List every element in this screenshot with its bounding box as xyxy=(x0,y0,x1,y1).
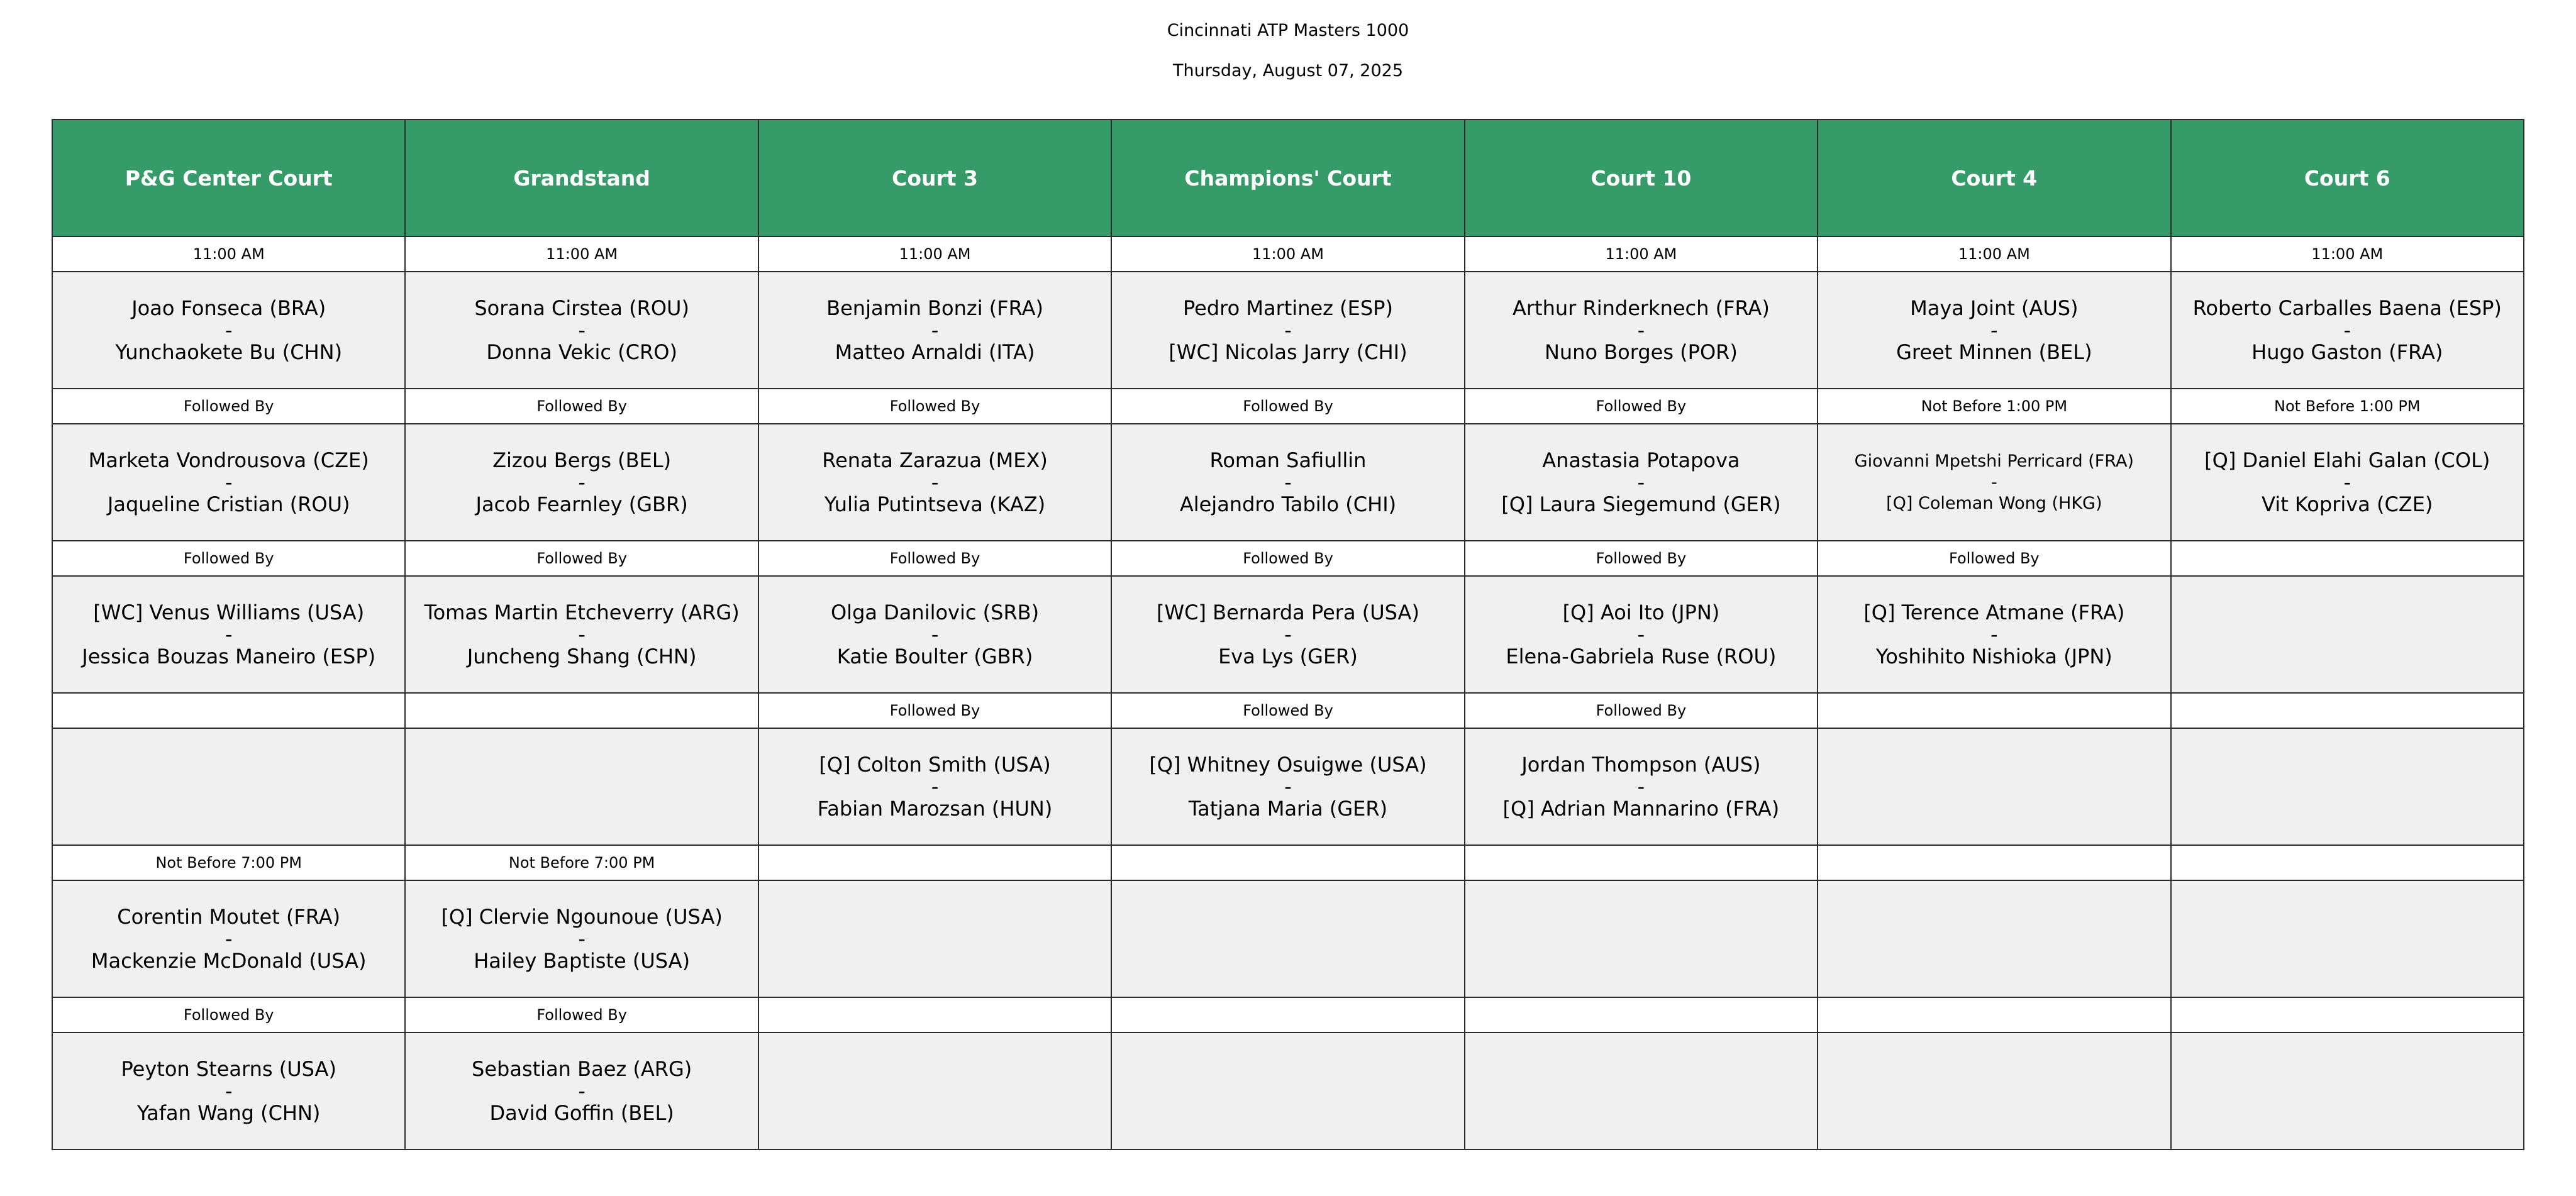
match-cell xyxy=(1111,424,1464,541)
versus-separator: - xyxy=(225,318,233,342)
match-cell xyxy=(52,576,405,693)
versus-separator: - xyxy=(1284,622,1292,646)
versus-separator: - xyxy=(578,1078,586,1103)
player-two: [Q] Coleman Wong (HKG) xyxy=(1886,493,2102,513)
player-two: Juncheng Shang (CHN) xyxy=(467,644,697,668)
versus-separator: - xyxy=(1637,774,1645,799)
match-cell xyxy=(758,424,1111,541)
match-cell xyxy=(758,1033,1111,1149)
match-cell xyxy=(405,728,758,845)
start-time-cell: Followed By xyxy=(758,541,1111,576)
player-one: Maya Joint (AUS) xyxy=(1910,296,2079,320)
start-time-cell xyxy=(758,845,1111,880)
match-cell xyxy=(1465,576,1818,693)
versus-separator: - xyxy=(931,622,939,646)
match-cell xyxy=(52,1033,405,1149)
start-time-cell: Followed By xyxy=(1111,693,1464,728)
player-two: Mackenzie McDonald (USA) xyxy=(91,948,367,973)
player-two: Donna Vekic (CRO) xyxy=(486,340,677,364)
court-header-6: Court 4 xyxy=(1818,119,2170,236)
versus-separator: - xyxy=(931,470,939,494)
court-header-1: P&G Center Court xyxy=(52,119,405,236)
start-time-cell: 11:00 AM xyxy=(1465,236,1818,272)
start-time-cell xyxy=(1818,693,2170,728)
versus-separator: - xyxy=(1637,470,1645,494)
start-time-cell xyxy=(2171,541,2524,576)
player-two: Yulia Putintseva (KAZ) xyxy=(824,492,1046,516)
versus-separator: - xyxy=(578,470,586,494)
player-one: [Q] Daniel Elahi Galan (COL) xyxy=(2204,448,2490,472)
versus-separator: - xyxy=(1990,472,1997,492)
start-time-cell xyxy=(758,997,1111,1033)
versus-separator: - xyxy=(1637,318,1645,342)
player-one: Arthur Rinderknech (FRA) xyxy=(1513,296,1770,320)
player-one: [Q] Whitney Osuigwe (USA) xyxy=(1149,752,1427,777)
player-two: Katie Boulter (GBR) xyxy=(836,644,1033,668)
player-two: [WC] Nicolas Jarry (CHI) xyxy=(1169,340,1407,364)
match-row xyxy=(52,1033,2524,1149)
start-time-cell: 11:00 AM xyxy=(758,236,1111,272)
match-cell xyxy=(1818,576,2170,693)
time-row xyxy=(52,541,2524,576)
start-time-cell xyxy=(1818,845,2170,880)
match-cell xyxy=(405,880,758,997)
start-time-cell: Not Before 7:00 PM xyxy=(52,845,405,880)
match-cell xyxy=(2171,576,2524,693)
player-two: Greet Minnen (BEL) xyxy=(1896,340,2092,364)
versus-separator: - xyxy=(931,774,939,799)
player-one: [WC] Venus Williams (USA) xyxy=(93,600,365,624)
match-cell xyxy=(1111,272,1464,389)
versus-separator: - xyxy=(1284,774,1292,799)
player-two: Jessica Bouzas Maneiro (ESP) xyxy=(82,644,376,668)
player-one: [Q] Aoi Ito (JPN) xyxy=(1562,600,1720,624)
court-header-row xyxy=(52,119,2524,236)
page-title: Cincinnati ATP Masters 1000 xyxy=(1167,21,1409,40)
match-cell xyxy=(2171,272,2524,389)
versus-separator: - xyxy=(2343,318,2351,342)
player-one: Corentin Moutet (FRA) xyxy=(117,904,341,929)
start-time-cell xyxy=(52,693,405,728)
versus-separator: - xyxy=(1284,470,1292,494)
versus-separator: - xyxy=(578,926,586,951)
start-time-cell: 11:00 AM xyxy=(52,236,405,272)
start-time-cell xyxy=(1465,845,1818,880)
player-one: Jordan Thompson (AUS) xyxy=(1521,752,1761,777)
start-time-cell: Not Before 1:00 PM xyxy=(1818,389,2170,424)
player-one: Roberto Carballes Baena (ESP) xyxy=(2192,296,2502,320)
match-cell xyxy=(1818,880,2170,997)
player-two: Hailey Baptiste (USA) xyxy=(474,948,691,973)
time-row xyxy=(52,389,2524,424)
start-time-cell xyxy=(1465,997,1818,1033)
start-time-cell xyxy=(405,693,758,728)
player-one: Sebastian Baez (ARG) xyxy=(472,1056,692,1081)
versus-separator: - xyxy=(1284,318,1292,342)
match-cell xyxy=(1465,880,1818,997)
match-cell xyxy=(1111,576,1464,693)
player-two: Fabian Marozsan (HUN) xyxy=(817,796,1053,821)
start-time-cell: Followed By xyxy=(405,389,758,424)
player-one: [Q] Colton Smith (USA) xyxy=(819,752,1051,777)
match-cell xyxy=(2171,424,2524,541)
start-time-cell: Followed By xyxy=(1465,693,1818,728)
start-time-cell: Not Before 7:00 PM xyxy=(405,845,758,880)
start-time-cell: Followed By xyxy=(1818,541,2170,576)
court-header-7: Court 6 xyxy=(2171,119,2524,236)
start-time-cell: Followed By xyxy=(1465,541,1818,576)
player-one: Giovanni Mpetshi Perricard (FRA) xyxy=(1854,451,2134,471)
match-cell xyxy=(405,1033,758,1149)
player-one: Tomas Martin Etcheverry (ARG) xyxy=(424,600,740,624)
match-cell xyxy=(1465,1033,1818,1149)
versus-separator: - xyxy=(578,318,586,342)
match-cell xyxy=(758,272,1111,389)
player-two: Alejandro Tabilo (CHI) xyxy=(1179,492,1397,516)
match-cell xyxy=(405,272,758,389)
match-cell xyxy=(1465,272,1818,389)
player-one: Peyton Stearns (USA) xyxy=(121,1056,336,1081)
match-cell xyxy=(1818,272,2170,389)
match-cell xyxy=(2171,880,2524,997)
start-time-cell: 11:00 AM xyxy=(2171,236,2524,272)
start-time-cell xyxy=(1111,845,1464,880)
match-cell xyxy=(1111,1033,1464,1149)
schedule-body xyxy=(52,236,2524,1149)
match-row xyxy=(52,728,2524,845)
player-two: Hugo Gaston (FRA) xyxy=(2251,340,2443,364)
versus-separator: - xyxy=(1990,318,1998,342)
match-cell xyxy=(2171,1033,2524,1149)
player-two: Nuno Borges (POR) xyxy=(1544,340,1738,364)
player-one: Zizou Bergs (BEL) xyxy=(492,448,672,472)
schedule-date: Thursday, August 07, 2025 xyxy=(1172,61,1404,80)
player-two: [Q] Laura Siegemund (GER) xyxy=(1501,492,1781,516)
match-row xyxy=(52,576,2524,693)
match-cell xyxy=(52,424,405,541)
start-time-cell: Followed By xyxy=(1111,389,1464,424)
match-row xyxy=(52,880,2524,997)
player-two: Matteo Arnaldi (ITA) xyxy=(835,340,1035,364)
match-cell xyxy=(1465,728,1818,845)
start-time-cell: Followed By xyxy=(758,389,1111,424)
start-time-cell: Followed By xyxy=(52,997,405,1033)
match-cell xyxy=(52,728,405,845)
versus-separator: - xyxy=(225,926,233,951)
match-cell xyxy=(758,728,1111,845)
start-time-cell xyxy=(2171,845,2524,880)
court-header-5: Court 10 xyxy=(1465,119,1818,236)
player-one: Anastasia Potapova xyxy=(1542,448,1740,472)
match-cell xyxy=(758,576,1111,693)
versus-separator: - xyxy=(225,1078,233,1103)
versus-separator: - xyxy=(931,318,939,342)
court-header-3: Court 3 xyxy=(758,119,1111,236)
court-header-2: Grandstand xyxy=(405,119,758,236)
versus-separator: - xyxy=(225,470,233,494)
start-time-cell: Not Before 1:00 PM xyxy=(2171,389,2524,424)
player-two: Yunchaokete Bu (CHN) xyxy=(115,340,343,364)
time-row xyxy=(52,845,2524,880)
match-cell xyxy=(1111,880,1464,997)
time-row xyxy=(52,693,2524,728)
player-two: Tatjana Maria (GER) xyxy=(1188,796,1388,821)
player-one: [Q] Terence Atmane (FRA) xyxy=(1863,600,2125,624)
start-time-cell xyxy=(2171,997,2524,1033)
player-two: Yafan Wang (CHN) xyxy=(137,1100,321,1125)
versus-separator: - xyxy=(1990,622,1998,646)
versus-separator: - xyxy=(225,622,233,646)
player-two: Vit Kopriva (CZE) xyxy=(2262,492,2433,516)
player-one: [Q] Clervie Ngounoue (USA) xyxy=(441,904,723,929)
match-cell xyxy=(758,880,1111,997)
player-one: Olga Danilovic (SRB) xyxy=(830,600,1040,624)
start-time-cell: Followed By xyxy=(405,997,758,1033)
player-one: Pedro Martinez (ESP) xyxy=(1183,296,1393,320)
match-cell xyxy=(405,576,758,693)
versus-separator: - xyxy=(1637,622,1645,646)
start-time-cell: 11:00 AM xyxy=(405,236,758,272)
player-two: [Q] Adrian Mannarino (FRA) xyxy=(1502,796,1780,821)
match-cell xyxy=(1818,728,2170,845)
match-cell xyxy=(1465,424,1818,541)
start-time-cell: Followed By xyxy=(52,541,405,576)
player-two: Eva Lys (GER) xyxy=(1218,644,1358,668)
start-time-cell: 11:00 AM xyxy=(1818,236,2170,272)
start-time-cell: Followed By xyxy=(1465,389,1818,424)
match-cell xyxy=(405,424,758,541)
start-time-cell xyxy=(1818,997,2170,1033)
court-header-4: Champions' Court xyxy=(1111,119,1464,236)
match-cell xyxy=(1111,728,1464,845)
time-row xyxy=(52,997,2524,1033)
player-one: Benjamin Bonzi (FRA) xyxy=(826,296,1043,320)
player-two: Elena-Gabriela Ruse (ROU) xyxy=(1506,644,1777,668)
player-two: Yoshihito Nishioka (JPN) xyxy=(1875,644,2112,668)
player-two: Jaqueline Cristian (ROU) xyxy=(107,492,350,516)
player-one: Roman Safiullin xyxy=(1209,448,1367,472)
player-two: David Goffin (BEL) xyxy=(489,1100,674,1125)
player-one: Marketa Vondrousova (CZE) xyxy=(88,448,369,472)
start-time-cell: Followed By xyxy=(1111,541,1464,576)
match-cell xyxy=(1818,424,2170,541)
match-row xyxy=(52,424,2524,541)
match-cell xyxy=(1818,1033,2170,1149)
match-row xyxy=(52,272,2524,389)
player-one: Sorana Cirstea (ROU) xyxy=(474,296,689,320)
versus-separator: - xyxy=(578,622,586,646)
match-cell xyxy=(52,272,405,389)
player-one: Renata Zarazua (MEX) xyxy=(822,448,1048,472)
start-time-cell xyxy=(2171,693,2524,728)
time-row xyxy=(52,236,2524,272)
start-time-cell: 11:00 AM xyxy=(1111,236,1464,272)
versus-separator: - xyxy=(2343,470,2351,494)
start-time-cell: Followed By xyxy=(52,389,405,424)
player-two: Jacob Fearnley (GBR) xyxy=(475,492,688,516)
match-cell xyxy=(52,880,405,997)
start-time-cell xyxy=(1111,997,1464,1033)
order-of-play-table xyxy=(52,119,2524,1150)
player-one: [WC] Bernarda Pera (USA) xyxy=(1157,600,1419,624)
start-time-cell: Followed By xyxy=(758,693,1111,728)
player-one: Joao Fonseca (BRA) xyxy=(131,296,326,320)
start-time-cell: Followed By xyxy=(405,541,758,576)
match-cell xyxy=(2171,728,2524,845)
